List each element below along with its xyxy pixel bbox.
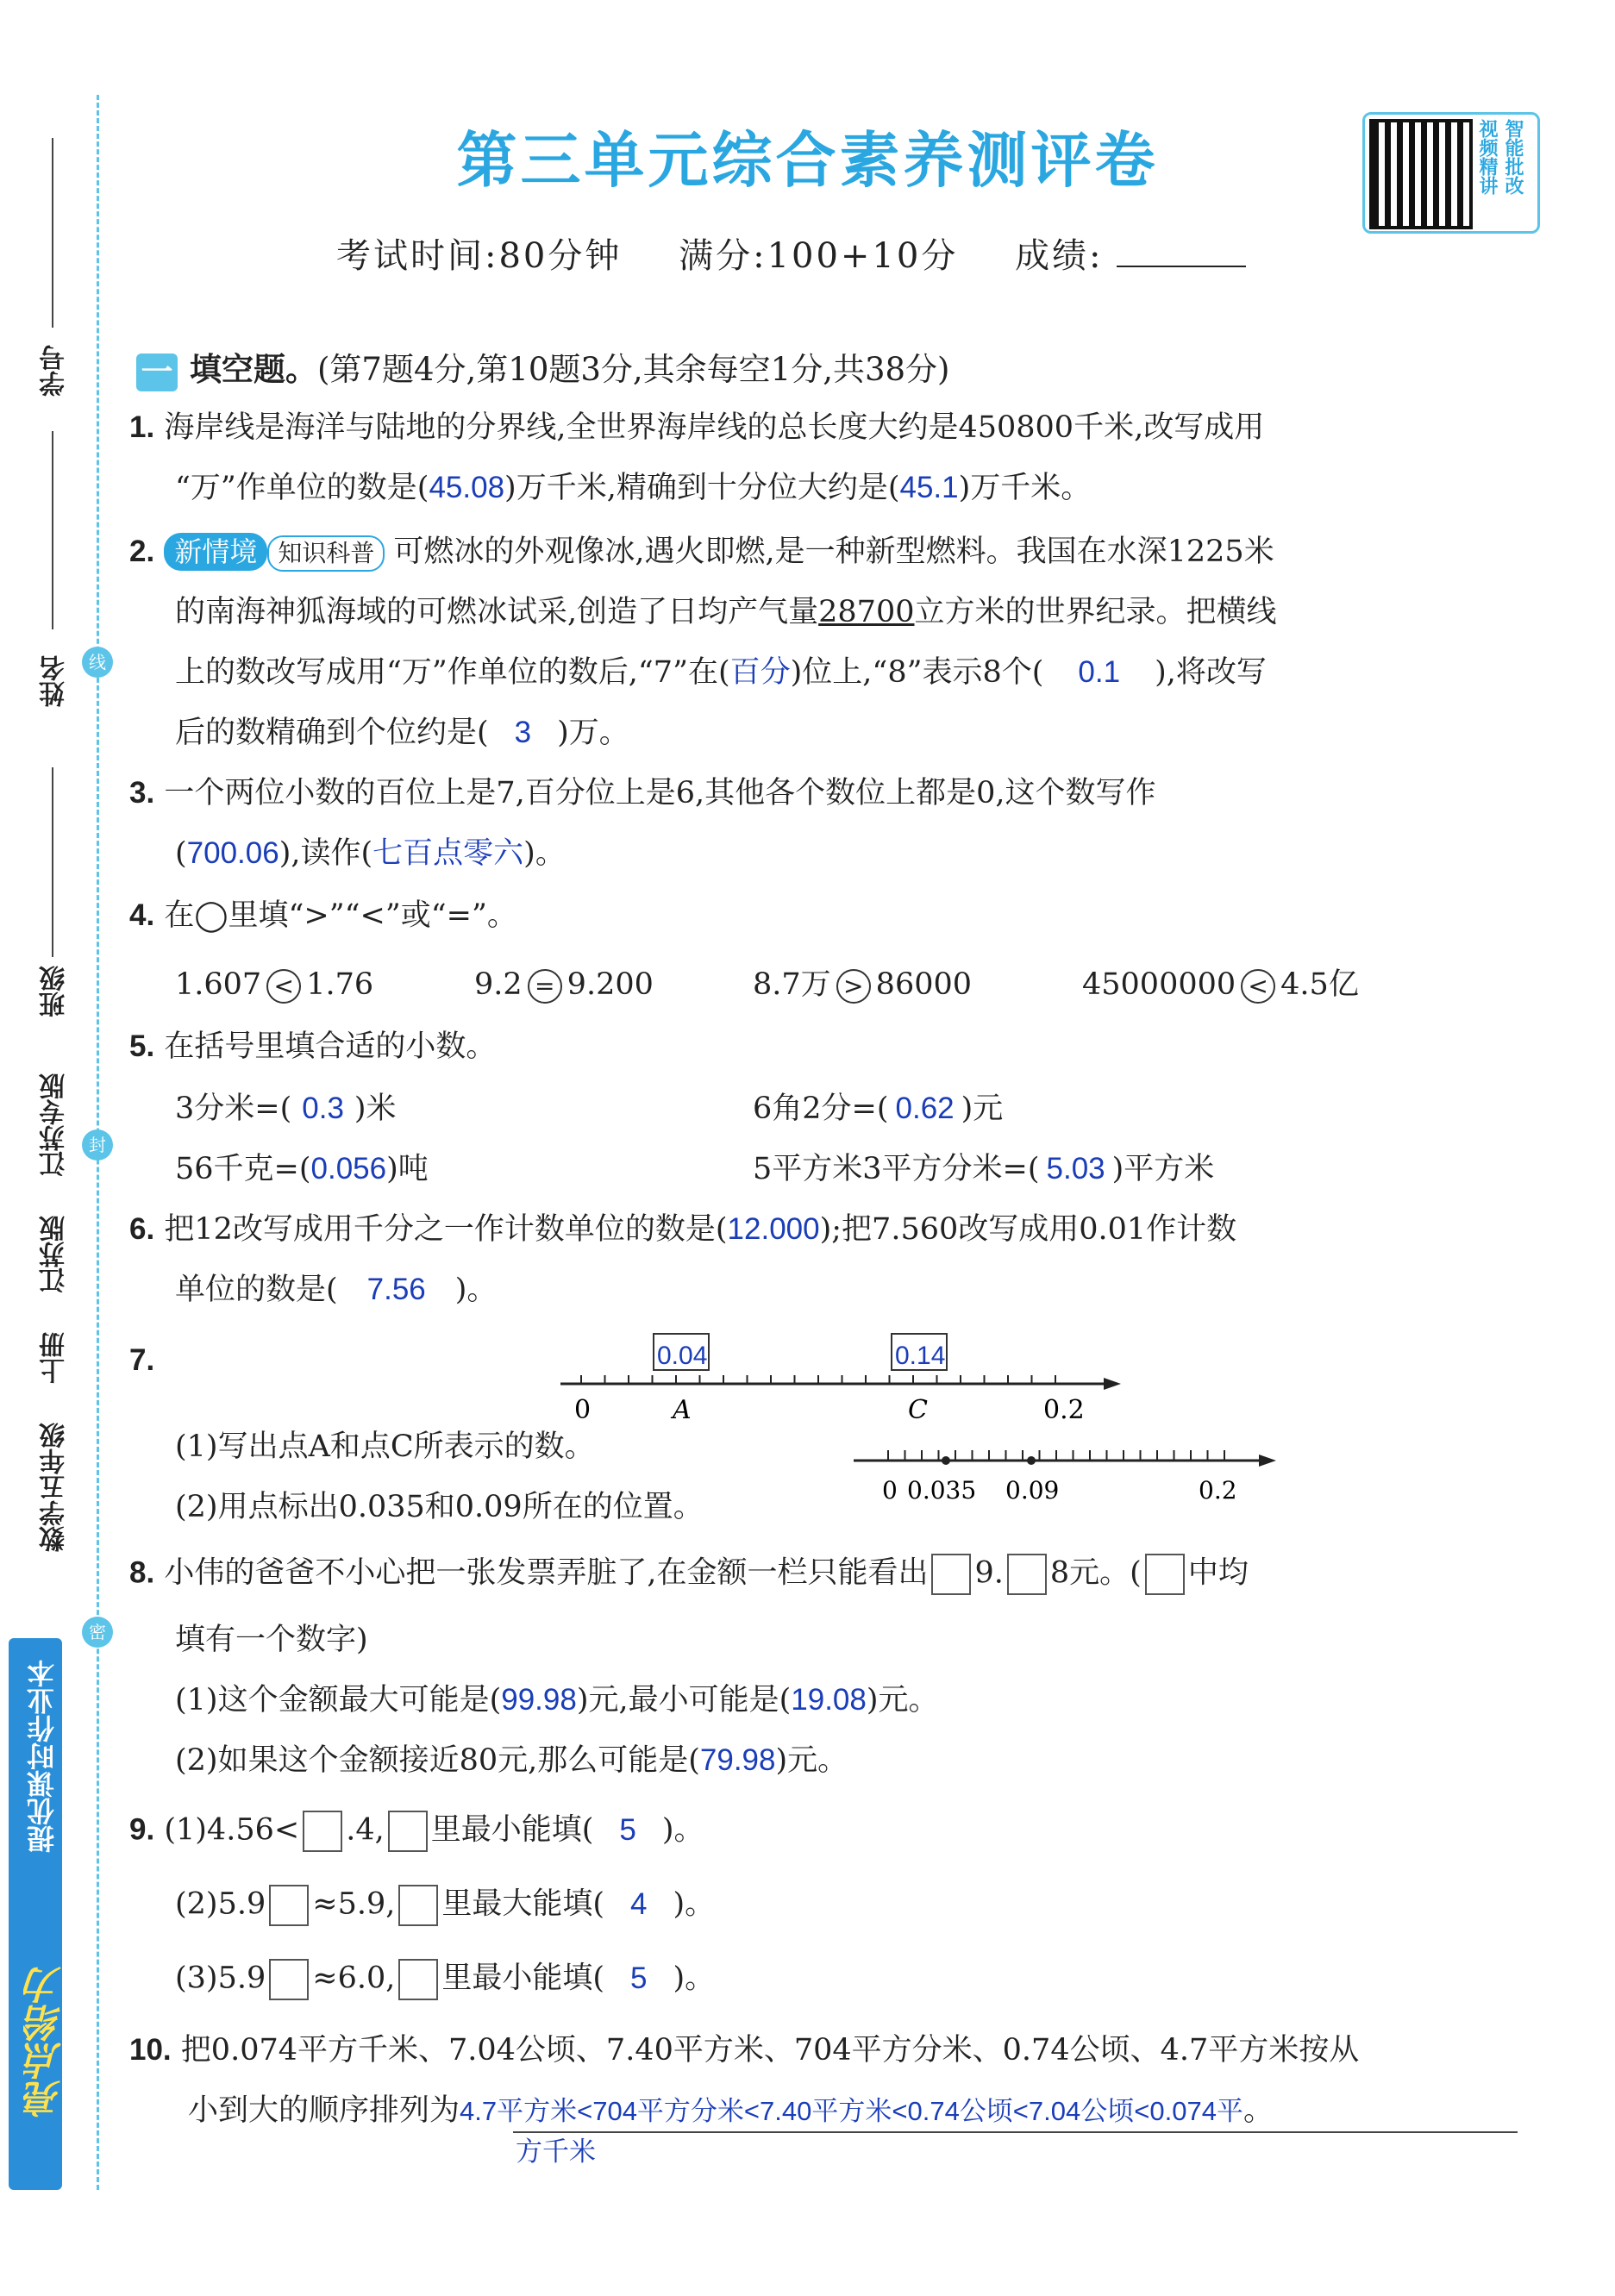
section-title: 填空题。 [190, 350, 317, 388]
q3-text2b: ),读作( [279, 836, 373, 871]
q7-number-row [129, 1342, 154, 1379]
q10-number: 10. [129, 2033, 172, 2067]
mark-seal: 封 [82, 1129, 113, 1161]
q7-number-line-2 [854, 1431, 1285, 1509]
q6-answer1[interactable]: 12.000 [727, 1212, 820, 1246]
q7-dot-0035 [942, 1456, 950, 1465]
q2-text1: 可燃冰的外观像冰,遇火即燃,是一种新型燃料。我国在水深1225米 [393, 535, 1274, 569]
q9-sub1-c: 里最小能填( [430, 1812, 594, 1848]
q5-item3-a: 56千克=( [175, 1152, 311, 1186]
q10-line1 [129, 2031, 1359, 2069]
q8-sub1-a: (1)这个金额最大可能是( [175, 1683, 502, 1717]
q7-l2-label-0035: 0.035 [907, 1476, 977, 1505]
q7-ticks-2 [888, 1450, 1224, 1461]
q10-text2b: 。 [1243, 2093, 1274, 2128]
q1-line1 [129, 409, 1264, 447]
q2-text2a: 的南海神狐海域的可燃冰试采,创造了日均产气量 [175, 595, 819, 629]
q10-answer1[interactable]: 4.7平方米<704平方分米<7.40平方米<0.74公顷<7.04公顷<0.074平 [460, 2096, 1243, 2126]
q2-text4b: )万。 [557, 716, 629, 750]
q3-line1 [129, 774, 1156, 812]
q1-answer2[interactable]: 45.1 [899, 471, 959, 504]
name-line [52, 431, 53, 629]
q4-item4-left: 45000000 [1082, 967, 1236, 1002]
edition1-label: 江苏专版 [41, 1073, 69, 1177]
q7-ticks-1 [581, 1375, 1055, 1384]
q9-sub3-c: 里最小能填( [441, 1961, 605, 1996]
q4-line1 [129, 897, 517, 935]
q5-item4-b: )平方米 [1111, 1152, 1215, 1186]
page-title: 第三单元综合素养测评卷 [456, 124, 1159, 196]
q8-answer3[interactable]: 79.98 [699, 1743, 776, 1777]
q7-l2-label-009: 0.09 [1005, 1476, 1060, 1505]
q9-sub2-b: ≈5.9, [312, 1886, 396, 1922]
q2-answer1[interactable]: 百分 [729, 655, 791, 689]
q9-sub3-a: (3)5.9 [175, 1961, 266, 1996]
q3-text2a: ( [175, 836, 187, 871]
q6-text1a: 把12改写成用千分之一作计数单位的数是( [164, 1212, 728, 1247]
q4-item2-right: 9.200 [567, 967, 654, 1002]
q6-text1b: );把7.560改写成用0.01作计数 [819, 1212, 1237, 1247]
q5-item2 [753, 1090, 1003, 1128]
q4-item3-circle[interactable]: > [836, 969, 871, 1004]
q7-answer-a[interactable]: 0.04 [657, 1342, 708, 1370]
q7-l2-label-0: 0 [882, 1476, 898, 1505]
q9-sub1-a: (1)4.56< [164, 1812, 300, 1848]
q8-sub1-b: )元,最小可能是( [576, 1683, 792, 1717]
q5-item3-b: )吨 [386, 1152, 429, 1186]
q5-item2-a: 6角2分=( [753, 1092, 889, 1126]
q7-point-c: C [908, 1395, 928, 1425]
q5-item1 [175, 1090, 397, 1128]
exam-info [336, 228, 1246, 278]
series-label: 提优课时作业本 [27, 1660, 58, 1853]
q9-sub1 [129, 1811, 704, 1852]
q6-line2 [175, 1271, 497, 1309]
q9-box-2[interactable] [388, 1811, 428, 1852]
qr-label-video: 视频精讲 [1477, 119, 1499, 195]
q8-number: 8. [129, 1555, 155, 1590]
q6-number: 6. [129, 1212, 155, 1246]
section-header [136, 343, 949, 391]
q4-number: 4. [129, 898, 155, 932]
q4-item2-left: 9.2 [474, 967, 523, 1002]
q2-text3b: )位上,“8”表示8个( [790, 655, 1044, 690]
q3-answer1[interactable]: 700.06 [186, 836, 279, 870]
q5-text1: 在括号里填合适的小数。 [164, 1029, 497, 1064]
q8-sub2-b: )元。 [775, 1743, 848, 1778]
section-note: (第7题4分,第10题3分,其余每空1分,共38分) [317, 351, 950, 388]
grade-label: 数学五年级 [41, 1423, 69, 1552]
qr-code-icon[interactable] [1369, 119, 1473, 229]
class-label: 班级 [41, 966, 69, 1017]
student-no-label: 学号 [41, 345, 69, 397]
q4-item4-right: 4.5亿 [1280, 967, 1359, 1002]
q8-text1b: 9. [974, 1555, 1004, 1591]
q1-text1: 海岸线是海洋与陆地的分界线,全世界海岸线的总长度大约是450800千米,改写成用 [164, 410, 1265, 445]
q2-underlined-number: 28700 [818, 595, 915, 629]
q5-line1 [129, 1028, 496, 1066]
q9-box-1[interactable] [303, 1811, 342, 1852]
q8-box-3[interactable] [1145, 1554, 1185, 1595]
q4-text1: 在◯里填“>”“<”或“=”。 [164, 898, 517, 933]
brand-logo: 亮点给力 [25, 1966, 67, 2118]
q3-number: 3. [129, 776, 155, 810]
full-score: 满分:100+10分 [679, 236, 959, 276]
q7-point-a: A [673, 1395, 692, 1425]
q2-text4a: 后的数精确到个位约是( [175, 716, 489, 750]
q9-sub3-d: )。 [673, 1961, 716, 1996]
q9-sub1-b: .4, [346, 1812, 385, 1848]
q8-sub2-a: (2)如果这个金额接近80元,那么可能是( [175, 1743, 700, 1778]
q1-answer1[interactable]: 45.08 [429, 471, 505, 504]
q8-line1 [129, 1554, 1249, 1595]
q4-item3 [753, 966, 972, 1004]
q6-answer2[interactable]: 7.56 [366, 1273, 426, 1306]
q5-number: 5. [129, 1029, 155, 1063]
arrow-icon [1259, 1455, 1276, 1467]
q1-line2 [175, 469, 1091, 507]
q7-sub2: (2)用点标出0.035和0.09所在的位置。 [175, 1490, 704, 1524]
q1-text2b: )万千米,精确到十分位大约是( [504, 471, 900, 505]
q2-line3 [175, 654, 1267, 691]
q10-line2 [188, 2092, 1274, 2130]
q2-text3c: ),将改写 [1155, 655, 1267, 690]
q5-answer2[interactable]: 0.62 [895, 1092, 955, 1125]
q8-box-2[interactable] [1007, 1554, 1047, 1595]
qr-label-grading: 智能批改 [1503, 119, 1524, 195]
q9-box-4[interactable] [398, 1885, 438, 1926]
q3-text2c: )。 [523, 836, 566, 871]
q7-l2-label-02: 0.2 [1199, 1476, 1237, 1505]
q4-item3-right: 86000 [875, 967, 973, 1002]
q1-text2a: “万”作单位的数是( [175, 471, 429, 505]
q9-answer1[interactable]: 5 [619, 1812, 636, 1847]
q4-item1-circle[interactable]: < [266, 969, 301, 1004]
q1-text2c: )万千米。 [958, 471, 1092, 505]
q2-text2b: 立方米的世界纪录。把横线 [914, 595, 1277, 629]
section-number: 一 [136, 353, 178, 391]
q4-item4 [1082, 966, 1359, 1004]
q2-line2 [175, 593, 1277, 631]
mark-secret: 密 [82, 1617, 113, 1648]
q2-line4 [175, 714, 629, 752]
q2-answer2[interactable]: 0.1 [1078, 655, 1121, 689]
q7-tick-0: 0 [574, 1395, 592, 1425]
q6-text2b: )。 [454, 1273, 498, 1307]
q9-sub2-c: 里最大能填( [441, 1886, 605, 1922]
science-tag: 知识科普 [267, 535, 385, 572]
q5-answer3[interactable]: 0.056 [310, 1152, 387, 1186]
q5-item2-b: )元 [961, 1092, 1004, 1126]
q4-item3-left: 8.7万 [753, 967, 831, 1002]
q2-text3a: 上的数改写成用“万”作单位的数后,“7”在( [175, 655, 730, 690]
name-label: 姓名 [41, 655, 69, 707]
q8-line2: 填有一个数字) [175, 1623, 368, 1657]
q4-item1-right: 1.76 [306, 967, 374, 1002]
q9-sub2-d: )。 [673, 1886, 716, 1922]
q7-dot-009 [1027, 1456, 1036, 1465]
q8-sub1 [175, 1681, 939, 1719]
exam-time: 考试时间:80分钟 [336, 236, 623, 276]
q2-line1 [129, 533, 1274, 572]
q8-answer2[interactable]: 19.08 [791, 1683, 867, 1717]
q4-item1 [175, 966, 373, 1004]
q8-box-1[interactable] [931, 1554, 971, 1595]
q9-sub3-b: ≈6.0, [312, 1961, 396, 1996]
q5-item1-a: 3分米=( [175, 1092, 292, 1126]
q5-item4-a: 5平方米3平方分米=( [753, 1152, 1040, 1186]
q9-sub2 [175, 1885, 715, 1926]
q8-text1c: 8元。( [1049, 1555, 1142, 1591]
mark-line: 线 [82, 647, 113, 678]
q3-line2 [175, 835, 566, 873]
q5-item3 [175, 1150, 429, 1188]
q5-item1-b: )米 [354, 1092, 397, 1126]
q4-item4-circle[interactable]: < [1241, 969, 1275, 1004]
new-context-tag: 新情境 [164, 533, 267, 571]
q9-answer2[interactable]: 4 [630, 1886, 648, 1921]
q8-sub1-c: )元。 [866, 1683, 939, 1717]
q3-text1: 一个两位小数的百位上是7,百分位上是6,其他各个数位上都是0,这个数写作 [164, 776, 1156, 810]
score-blank[interactable] [1117, 266, 1246, 267]
q9-number: 9. [129, 1812, 155, 1847]
q9-answer3[interactable]: 5 [630, 1961, 648, 1995]
q10-text2a: 小到大的顺序排列为 [188, 2093, 460, 2128]
q6-text2a: 单位的数是( [175, 1273, 338, 1307]
edition2-label: 江苏版 [41, 1216, 69, 1293]
q6-line1 [129, 1211, 1236, 1248]
score-label: 成绩: [1015, 236, 1104, 276]
q8-answer1[interactable]: 99.98 [501, 1683, 577, 1717]
q7-number: 7. [129, 1343, 155, 1377]
q5-answer1[interactable]: 0.3 [302, 1092, 344, 1125]
q8-text1a: 小伟的爸爸不小心把一张发票弄脏了,在金额一栏只能看出 [164, 1555, 929, 1591]
q5-answer4[interactable]: 5.03 [1046, 1152, 1105, 1186]
q7-tick-02: 0.2 [1043, 1395, 1085, 1425]
q4-item2 [474, 966, 654, 1004]
q10-text1: 把0.074平方千米、7.04公顷、7.40平方米、704平方分米、0.74公顷、4.7平方米按从 [180, 2033, 1360, 2068]
q2-answer3[interactable]: 3 [514, 716, 532, 749]
q5-item4 [753, 1150, 1214, 1188]
q9-box-3[interactable] [269, 1885, 309, 1926]
q4-item2-circle[interactable]: = [528, 969, 562, 1004]
q10-answer-underline [513, 2131, 1518, 2133]
volume-label: 上册 [41, 1332, 69, 1384]
q8-sub2 [175, 1742, 848, 1780]
qr-labels [1476, 119, 1528, 195]
q9-sub2-a: (2)5.9 [175, 1886, 266, 1922]
q2-number: 2. [129, 535, 155, 568]
q7-number-line-1 [552, 1332, 1121, 1427]
q9-sub3 [175, 1959, 715, 2000]
q9-box-5[interactable] [269, 1959, 309, 2000]
class-line [52, 767, 53, 957]
q7-answer-c[interactable]: 0.14 [895, 1342, 946, 1370]
q9-box-6[interactable] [398, 1959, 438, 2000]
q7-sub1: (1)写出点A和点C所表示的数。 [175, 1430, 595, 1464]
q4-item1-left: 1.607 [175, 967, 262, 1002]
q10-answer2[interactable]: 方千米 [516, 2136, 596, 2167]
q3-answer2[interactable]: 七百点零六 [372, 836, 524, 870]
arrow-icon [1104, 1378, 1121, 1390]
q8-text1d: 中均 [1187, 1555, 1249, 1591]
q1-number: 1. [129, 410, 155, 444]
q9-sub1-d: )。 [661, 1812, 704, 1848]
